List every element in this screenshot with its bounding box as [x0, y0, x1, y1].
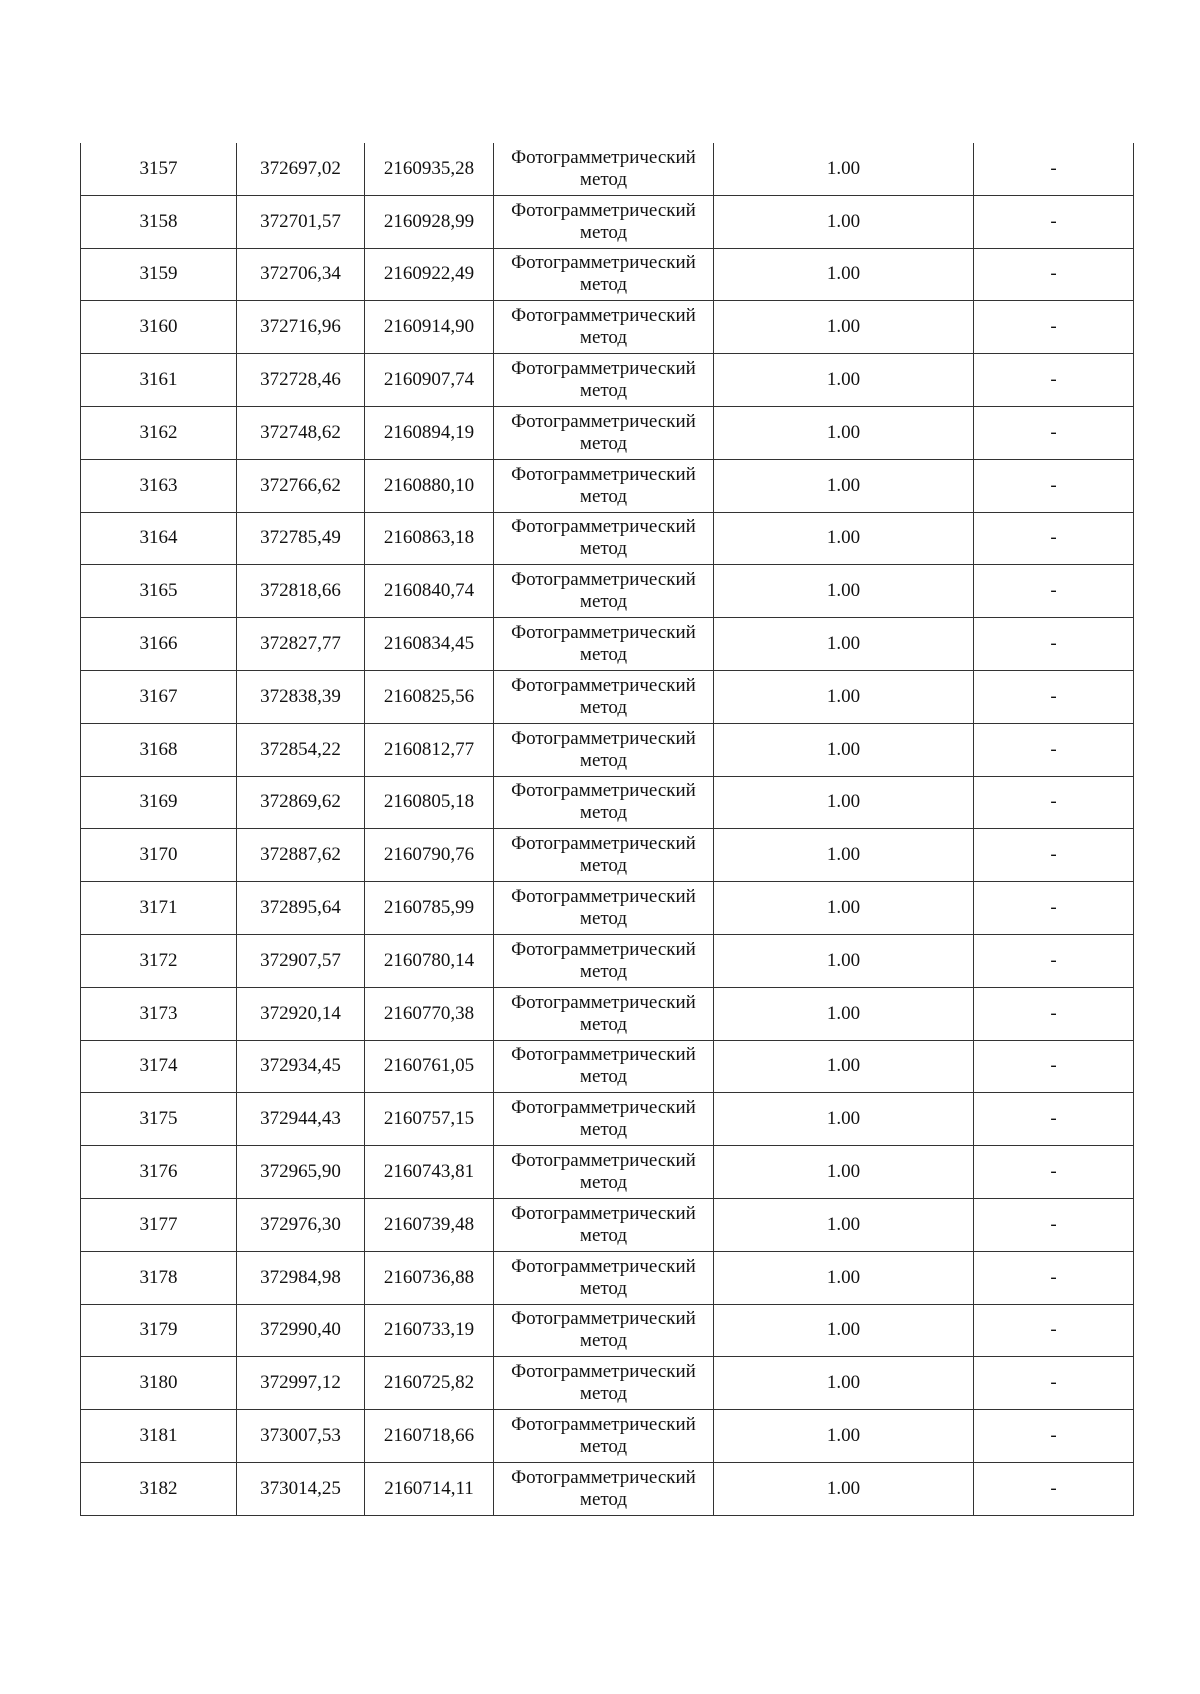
point-number-cell: 3181 [81, 1410, 237, 1463]
accuracy-cell: 1.00 [714, 301, 974, 354]
y-coordinate-cell: 2160790,76 [365, 829, 494, 882]
method-label-line1: Фотограмметрический [511, 1044, 696, 1066]
table-row [81, 459, 1134, 512]
point-number-cell: 3159 [81, 248, 237, 301]
y-coordinate-cell: 2160840,74 [365, 565, 494, 618]
x-coordinate-cell: 372701,57 [237, 195, 365, 248]
x-coordinate-cell: 372785,49 [237, 512, 365, 565]
accuracy-cell: 1.00 [714, 1093, 974, 1146]
point-number-cell: 3170 [81, 829, 237, 882]
method-label-line1: Фотограмметрический [511, 991, 696, 1013]
accuracy-cell: 1.00 [714, 1410, 974, 1463]
note-cell: - [974, 301, 1134, 354]
method-cell [494, 1146, 714, 1199]
y-coordinate-cell: 2160834,45 [365, 618, 494, 671]
method-cell [494, 670, 714, 723]
accuracy-cell: 1.00 [714, 459, 974, 512]
table-row [81, 1093, 1134, 1146]
method-label-line2: метод [579, 485, 628, 507]
note-cell: - [974, 1304, 1134, 1357]
method-cell [494, 829, 714, 882]
x-coordinate-cell: 372895,64 [237, 882, 365, 935]
accuracy-cell: 1.00 [714, 776, 974, 829]
accuracy-cell: 1.00 [714, 1146, 974, 1199]
note-cell: - [974, 248, 1134, 301]
method-label-line1: Фотограмметрический [511, 199, 696, 221]
method-label-line1: Фотограмметрический [511, 674, 696, 696]
note-cell: - [974, 459, 1134, 512]
y-coordinate-cell: 2160928,99 [365, 195, 494, 248]
y-coordinate-cell: 2160914,90 [365, 301, 494, 354]
method-label-line2: метод [579, 1119, 628, 1141]
method-cell [494, 987, 714, 1040]
table-row [81, 1198, 1134, 1251]
method-label-line2: метод [579, 1330, 628, 1352]
accuracy-cell: 1.00 [714, 1198, 974, 1251]
method-cell [494, 301, 714, 354]
y-coordinate-cell: 2160863,18 [365, 512, 494, 565]
method-label-line1: Фотограмметрический [511, 358, 696, 380]
table-row [81, 1146, 1134, 1199]
method-label-line1: Фотограмметрический [511, 516, 696, 538]
method-label-line2: метод [579, 1436, 628, 1458]
method-label-line1: Фотограмметрический [511, 146, 696, 168]
y-coordinate-cell: 2160743,81 [365, 1146, 494, 1199]
table-row [81, 1462, 1134, 1515]
x-coordinate-cell: 372838,39 [237, 670, 365, 723]
point-number-cell: 3168 [81, 723, 237, 776]
y-coordinate-cell: 2160907,74 [365, 354, 494, 407]
accuracy-cell: 1.00 [714, 723, 974, 776]
method-label-line2: метод [579, 1383, 628, 1405]
note-cell: - [974, 354, 1134, 407]
method-label-line1: Фотограмметрический [511, 1361, 696, 1383]
method-label-line2: метод [579, 696, 628, 718]
x-coordinate-cell: 372997,12 [237, 1357, 365, 1410]
method-label-line2: метод [579, 221, 628, 243]
method-label-line1: Фотограмметрический [511, 1097, 696, 1119]
method-label-line1: Фотограмметрический [511, 569, 696, 591]
method-label-line1: Фотограмметрический [511, 938, 696, 960]
accuracy-cell: 1.00 [714, 406, 974, 459]
note-cell: - [974, 1198, 1134, 1251]
table-row [81, 248, 1134, 301]
accuracy-cell: 1.00 [714, 565, 974, 618]
y-coordinate-cell: 2160922,49 [365, 248, 494, 301]
point-number-cell: 3167 [81, 670, 237, 723]
table-row [81, 829, 1134, 882]
accuracy-cell: 1.00 [714, 1357, 974, 1410]
method-label-line1: Фотограмметрический [511, 622, 696, 644]
point-number-cell: 3163 [81, 459, 237, 512]
note-cell: - [974, 1462, 1134, 1515]
method-label-line1: Фотограмметрический [511, 305, 696, 327]
method-cell [494, 248, 714, 301]
table-row [81, 776, 1134, 829]
y-coordinate-cell: 2160725,82 [365, 1357, 494, 1410]
accuracy-cell: 1.00 [714, 987, 974, 1040]
method-label-line1: Фотограмметрический [511, 1414, 696, 1436]
method-label-line2: метод [579, 749, 628, 771]
y-coordinate-cell: 2160780,14 [365, 934, 494, 987]
note-cell: - [974, 670, 1134, 723]
x-coordinate-cell: 372818,66 [237, 565, 365, 618]
x-coordinate-cell: 372990,40 [237, 1304, 365, 1357]
note-cell: - [974, 987, 1134, 1040]
point-number-cell: 3165 [81, 565, 237, 618]
point-number-cell: 3175 [81, 1093, 237, 1146]
method-cell [494, 143, 714, 195]
table-row [81, 406, 1134, 459]
x-coordinate-cell: 372766,62 [237, 459, 365, 512]
point-number-cell: 3177 [81, 1198, 237, 1251]
point-number-cell: 3178 [81, 1251, 237, 1304]
method-label-line2: метод [579, 538, 628, 560]
accuracy-cell: 1.00 [714, 1040, 974, 1093]
method-label-line1: Фотограмметрический [511, 410, 696, 432]
accuracy-cell: 1.00 [714, 143, 974, 195]
method-cell [494, 565, 714, 618]
method-label-line1: Фотограмметрический [511, 1255, 696, 1277]
table-row [81, 1357, 1134, 1410]
accuracy-cell: 1.00 [714, 670, 974, 723]
method-cell [494, 1357, 714, 1410]
x-coordinate-cell: 372706,34 [237, 248, 365, 301]
x-coordinate-cell: 372965,90 [237, 1146, 365, 1199]
note-cell: - [974, 1357, 1134, 1410]
note-cell: - [974, 1410, 1134, 1463]
y-coordinate-cell: 2160825,56 [365, 670, 494, 723]
note-cell: - [974, 512, 1134, 565]
table-row [81, 670, 1134, 723]
method-label-line2: метод [579, 908, 628, 930]
method-label-line1: Фотограмметрический [511, 1466, 696, 1488]
x-coordinate-cell: 372920,14 [237, 987, 365, 1040]
method-cell [494, 618, 714, 671]
x-coordinate-cell: 372887,62 [237, 829, 365, 882]
method-label-line1: Фотограмметрический [511, 1202, 696, 1224]
point-number-cell: 3162 [81, 406, 237, 459]
accuracy-cell: 1.00 [714, 512, 974, 565]
method-label-line1: Фотограмметрический [511, 463, 696, 485]
accuracy-cell: 1.00 [714, 829, 974, 882]
table-row [81, 934, 1134, 987]
method-label-line1: Фотограмметрический [511, 780, 696, 802]
method-label-line2: метод [579, 327, 628, 349]
point-number-cell: 3166 [81, 618, 237, 671]
point-number-cell: 3169 [81, 776, 237, 829]
method-cell [494, 1093, 714, 1146]
method-label-line1: Фотограмметрический [511, 1150, 696, 1172]
point-number-cell: 3158 [81, 195, 237, 248]
point-number-cell: 3164 [81, 512, 237, 565]
method-label-line2: метод [579, 591, 628, 613]
point-number-cell: 3173 [81, 987, 237, 1040]
method-label-line2: метод [579, 168, 628, 190]
method-cell [494, 1462, 714, 1515]
accuracy-cell: 1.00 [714, 934, 974, 987]
x-coordinate-cell: 372984,98 [237, 1251, 365, 1304]
method-cell [494, 195, 714, 248]
method-label-line1: Фотограмметрический [511, 727, 696, 749]
note-cell: - [974, 882, 1134, 935]
method-label-line2: метод [579, 1224, 628, 1246]
coordinates-table-body [81, 143, 1134, 1515]
note-cell: - [974, 406, 1134, 459]
note-cell: - [974, 723, 1134, 776]
point-number-cell: 3171 [81, 882, 237, 935]
point-number-cell: 3180 [81, 1357, 237, 1410]
method-cell [494, 1251, 714, 1304]
y-coordinate-cell: 2160761,05 [365, 1040, 494, 1093]
method-label-line2: метод [579, 644, 628, 666]
x-coordinate-cell: 372944,43 [237, 1093, 365, 1146]
point-number-cell: 3174 [81, 1040, 237, 1093]
method-label-line1: Фотограмметрический [511, 1308, 696, 1330]
method-cell [494, 354, 714, 407]
table-row [81, 354, 1134, 407]
note-cell: - [974, 1146, 1134, 1199]
point-number-cell: 3160 [81, 301, 237, 354]
accuracy-cell: 1.00 [714, 354, 974, 407]
accuracy-cell: 1.00 [714, 1304, 974, 1357]
note-cell: - [974, 934, 1134, 987]
method-cell [494, 1198, 714, 1251]
method-label-line1: Фотограмметрический [511, 886, 696, 908]
point-number-cell: 3182 [81, 1462, 237, 1515]
table-row [81, 882, 1134, 935]
y-coordinate-cell: 2160757,15 [365, 1093, 494, 1146]
y-coordinate-cell: 2160770,38 [365, 987, 494, 1040]
x-coordinate-cell: 372728,46 [237, 354, 365, 407]
point-number-cell: 3157 [81, 143, 237, 195]
note-cell: - [974, 1251, 1134, 1304]
point-number-cell: 3161 [81, 354, 237, 407]
note-cell: - [974, 143, 1134, 195]
method-cell [494, 1040, 714, 1093]
note-cell: - [974, 1040, 1134, 1093]
x-coordinate-cell: 372976,30 [237, 1198, 365, 1251]
method-cell [494, 776, 714, 829]
table-row [81, 723, 1134, 776]
point-number-cell: 3176 [81, 1146, 237, 1199]
accuracy-cell: 1.00 [714, 618, 974, 671]
note-cell: - [974, 829, 1134, 882]
table-row [81, 1251, 1134, 1304]
method-cell [494, 1304, 714, 1357]
x-coordinate-cell: 372869,62 [237, 776, 365, 829]
note-cell: - [974, 776, 1134, 829]
y-coordinate-cell: 2160714,11 [365, 1462, 494, 1515]
method-label-line2: метод [579, 1172, 628, 1194]
table-row [81, 512, 1134, 565]
method-label-line2: метод [579, 1066, 628, 1088]
method-label-line2: метод [579, 855, 628, 877]
table-row [81, 618, 1134, 671]
table-row [81, 195, 1134, 248]
x-coordinate-cell: 372716,96 [237, 301, 365, 354]
accuracy-cell: 1.00 [714, 1462, 974, 1515]
method-label-line2: метод [579, 274, 628, 296]
method-cell [494, 882, 714, 935]
method-cell [494, 406, 714, 459]
y-coordinate-cell: 2160785,99 [365, 882, 494, 935]
x-coordinate-cell: 372827,77 [237, 618, 365, 671]
y-coordinate-cell: 2160736,88 [365, 1251, 494, 1304]
method-cell [494, 459, 714, 512]
x-coordinate-cell: 373014,25 [237, 1462, 365, 1515]
table-row [81, 143, 1134, 195]
x-coordinate-cell: 372697,02 [237, 143, 365, 195]
x-coordinate-cell: 372907,57 [237, 934, 365, 987]
x-coordinate-cell: 372854,22 [237, 723, 365, 776]
coordinates-table [80, 143, 1134, 1516]
note-cell: - [974, 618, 1134, 671]
accuracy-cell: 1.00 [714, 882, 974, 935]
accuracy-cell: 1.00 [714, 1251, 974, 1304]
method-cell [494, 723, 714, 776]
point-number-cell: 3179 [81, 1304, 237, 1357]
y-coordinate-cell: 2160718,66 [365, 1410, 494, 1463]
y-coordinate-cell: 2160894,19 [365, 406, 494, 459]
table-row [81, 1304, 1134, 1357]
table-row [81, 987, 1134, 1040]
method-label-line2: метод [579, 802, 628, 824]
method-label-line2: метод [579, 1488, 628, 1510]
accuracy-cell: 1.00 [714, 248, 974, 301]
point-number-cell: 3172 [81, 934, 237, 987]
y-coordinate-cell: 2160805,18 [365, 776, 494, 829]
y-coordinate-cell: 2160739,48 [365, 1198, 494, 1251]
x-coordinate-cell: 373007,53 [237, 1410, 365, 1463]
x-coordinate-cell: 372934,45 [237, 1040, 365, 1093]
accuracy-cell: 1.00 [714, 195, 974, 248]
method-label-line1: Фотограмметрический [511, 252, 696, 274]
note-cell: - [974, 565, 1134, 618]
method-label-line2: метод [579, 380, 628, 402]
table-row [81, 301, 1134, 354]
table-row [81, 1410, 1134, 1463]
note-cell: - [974, 1093, 1134, 1146]
method-cell [494, 512, 714, 565]
method-label-line2: метод [579, 1277, 628, 1299]
method-label-line2: метод [579, 960, 628, 982]
method-label-line2: метод [579, 432, 628, 454]
y-coordinate-cell: 2160812,77 [365, 723, 494, 776]
x-coordinate-cell: 372748,62 [237, 406, 365, 459]
y-coordinate-cell: 2160880,10 [365, 459, 494, 512]
y-coordinate-cell: 2160733,19 [365, 1304, 494, 1357]
method-cell [494, 1410, 714, 1463]
y-coordinate-cell: 2160935,28 [365, 143, 494, 195]
table-row [81, 565, 1134, 618]
note-cell: - [974, 195, 1134, 248]
table-row [81, 1040, 1134, 1093]
method-cell [494, 934, 714, 987]
method-label-line1: Фотограмметрический [511, 833, 696, 855]
method-label-line2: метод [579, 1013, 628, 1035]
